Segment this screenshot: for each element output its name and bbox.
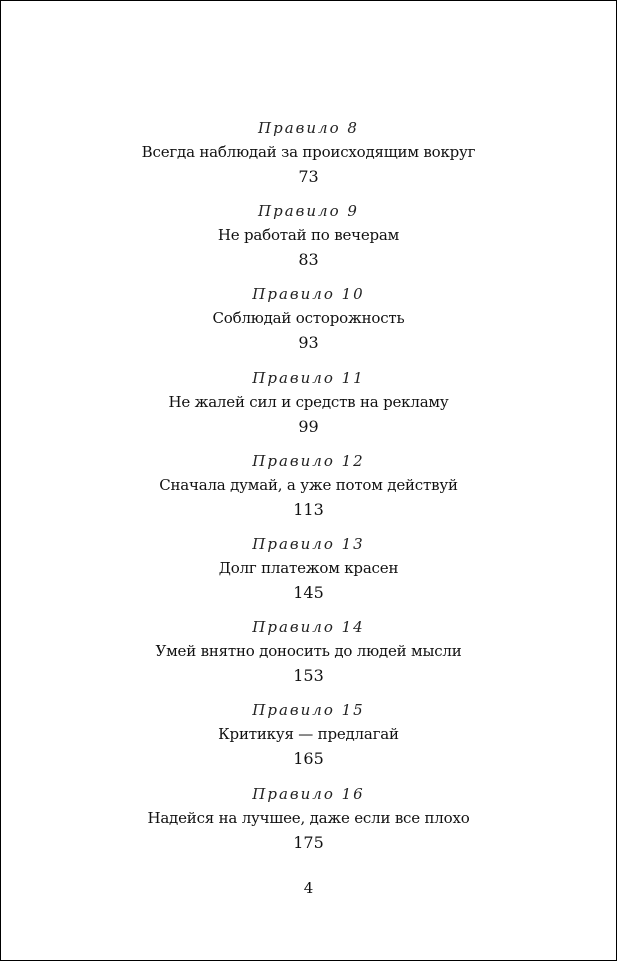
rule-title: Критикуя — предлагай bbox=[218, 725, 399, 744]
rule-label: Правило 13 bbox=[252, 534, 365, 553]
rule-label: Правило 12 bbox=[252, 451, 365, 470]
rule-page-number: 145 bbox=[293, 582, 324, 602]
rule-page-number: 113 bbox=[293, 499, 324, 519]
rule-page-number: 99 bbox=[298, 416, 319, 436]
page-number: 4 bbox=[303, 879, 314, 897]
rule-title: Надейся на лучшее, даже если все плохо bbox=[147, 808, 470, 827]
rule-label: Правило 15 bbox=[252, 701, 365, 720]
toc-entry-rule-16 bbox=[1, 782, 616, 865]
toc-entry-rule-15 bbox=[1, 698, 616, 781]
rule-title: Соблюдай осторожность bbox=[212, 309, 405, 328]
rule-label: Правило 11 bbox=[252, 368, 365, 387]
rule-label: Правило 14 bbox=[252, 618, 365, 637]
rule-label: Правило 8 bbox=[258, 119, 359, 137]
rule-title: Умей внятно доносить до людей мысли bbox=[155, 642, 462, 661]
rule-page-number: 175 bbox=[293, 832, 324, 852]
toc-entry-rule-8 bbox=[1, 116, 616, 199]
rule-page-number: 153 bbox=[293, 666, 324, 686]
rule-page-number: 83 bbox=[298, 250, 319, 270]
rule-title: Сначала думай, а уже потом действуй bbox=[159, 475, 458, 494]
rule-page-number: 93 bbox=[298, 333, 319, 353]
rule-title: Не жалей сил и средств на рекламу bbox=[168, 392, 449, 411]
toc-entry-rule-11 bbox=[1, 366, 616, 449]
rule-title: Долг платежом красен bbox=[218, 558, 399, 577]
rule-page-number: 165 bbox=[293, 749, 324, 769]
toc-entry-rule-14 bbox=[1, 615, 616, 698]
rule-label: Правило 16 bbox=[252, 784, 365, 803]
toc-entry-rule-9 bbox=[1, 199, 616, 282]
rule-title: Всегда наблюдай за происходящим вокруг bbox=[141, 143, 476, 161]
toc-entry-rule-13 bbox=[1, 532, 616, 615]
rule-label: Правило 10 bbox=[252, 285, 365, 304]
toc-entry-rule-12 bbox=[1, 449, 616, 532]
rule-page-number: 73 bbox=[298, 167, 319, 186]
toc-entry-rule-10 bbox=[1, 282, 616, 365]
table-of-contents bbox=[1, 116, 616, 865]
rule-title: Не работай по вечерам bbox=[217, 226, 400, 245]
rule-label: Правило 9 bbox=[258, 202, 359, 221]
